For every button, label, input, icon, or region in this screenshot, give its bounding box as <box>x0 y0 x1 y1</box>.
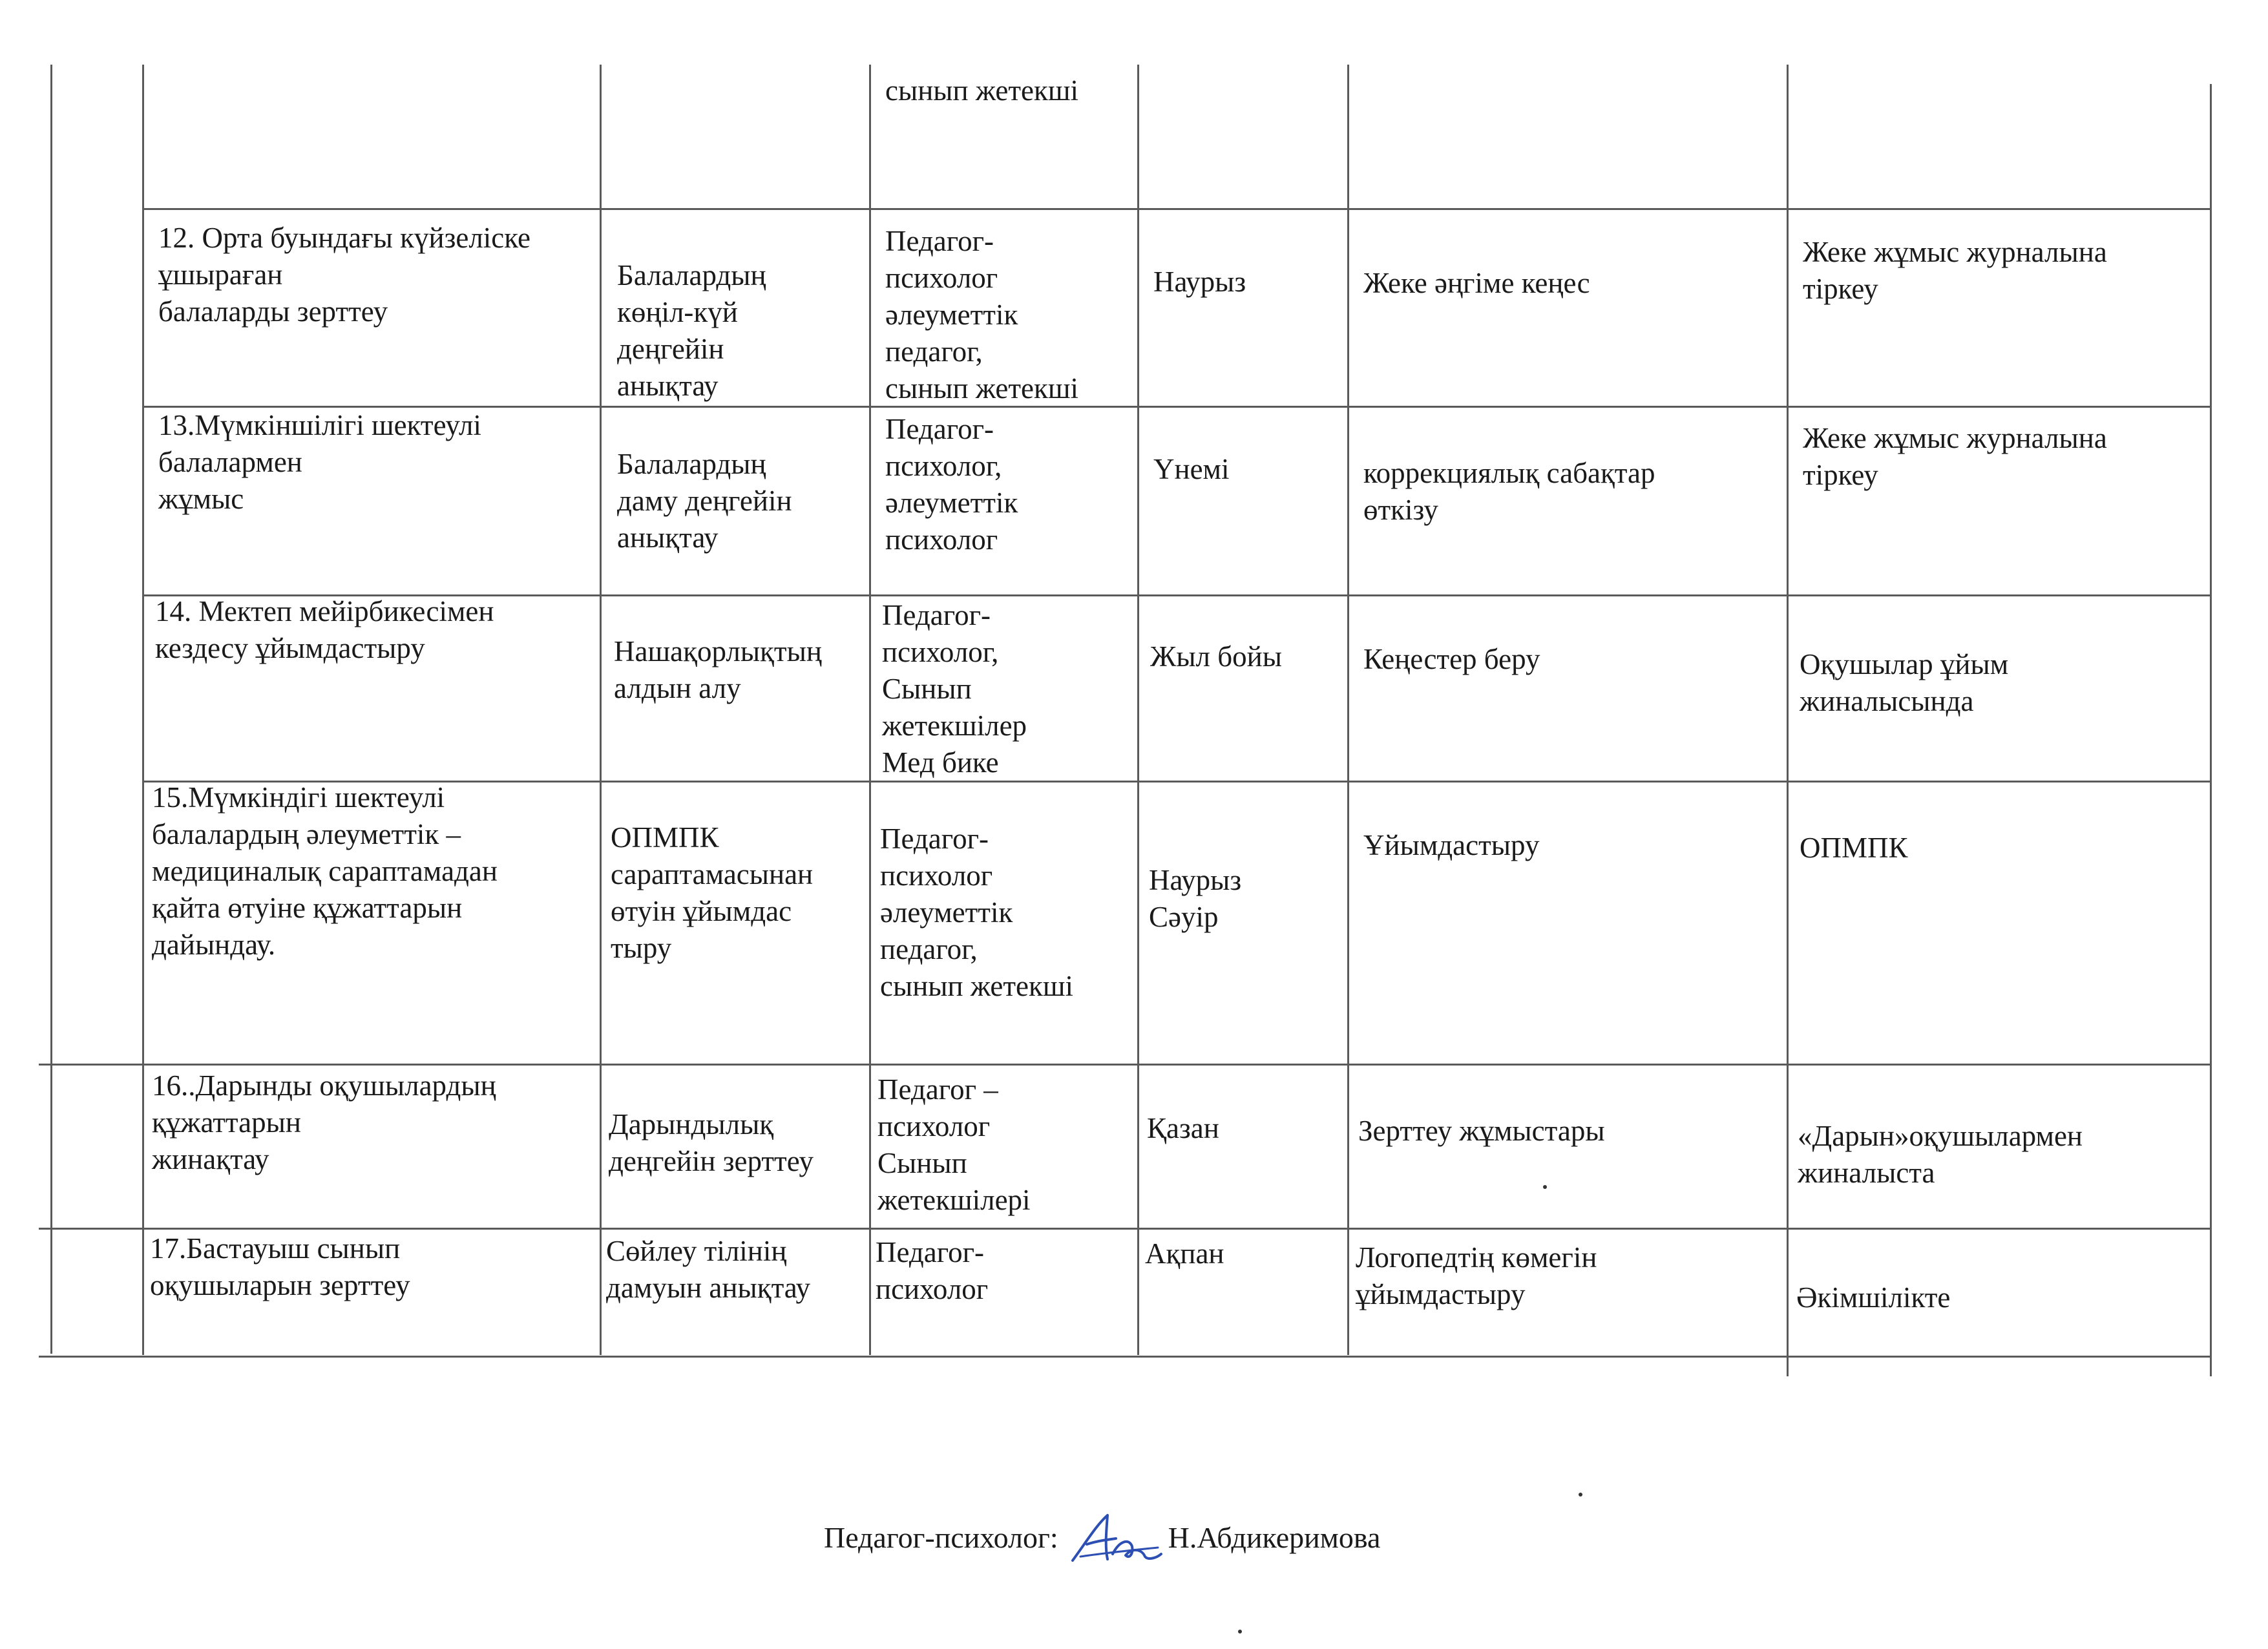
cell-activity: 14. Мектеп мейірбикесімен кездесу ұйымдастыру <box>155 595 494 664</box>
cell-responsible: Педагог- психолог әлеуметтік педагог, сынып жетекші <box>885 225 1078 404</box>
table-col-divider <box>869 65 871 1355</box>
table-border-right <box>2210 84 2212 1376</box>
row-divider <box>142 208 2210 210</box>
cell-responsible: Педагог- психолог, Сынып жетекшілер Мед бике <box>882 599 1027 779</box>
handwritten-signature <box>1067 1509 1164 1567</box>
ink-dot <box>1543 1185 1547 1189</box>
cell-period: Наурыз Сәуір <box>1149 864 1242 933</box>
ink-dot <box>1238 1630 1242 1633</box>
table-border-left <box>50 65 52 1354</box>
cell-goal: Нашақорлықтың алдын алу <box>614 635 822 704</box>
ink-dot <box>1579 1493 1582 1497</box>
cell-period: Наурыз <box>1153 266 1246 298</box>
cell-period: Үнемі <box>1153 453 1230 485</box>
cell-responsible: Педагог- психолог, әлеуметтік психолог <box>885 413 1018 556</box>
cell-form: Зерттеу жұмыстары <box>1358 1115 1605 1147</box>
cell-goal: Дарындылық деңгейін зерттеу <box>609 1108 814 1177</box>
table-col-divider <box>1347 65 1349 1355</box>
cell-result: Оқушылар ұйым жиналысында <box>1800 648 2009 717</box>
table-col-divider <box>1137 65 1139 1355</box>
cell-responsible: Педагог – психолог Сынып жетекшілері <box>877 1073 1031 1216</box>
table-border-bottom <box>39 1356 2210 1358</box>
table-col-divider <box>142 65 144 1355</box>
signature-line <box>824 1509 1380 1567</box>
cell-period: Ақпан <box>1145 1237 1224 1270</box>
cell-goal: Балалардың даму деңгейін анықтау <box>617 448 792 554</box>
cell-form: Кеңестер беру <box>1363 643 1540 675</box>
cell-activity: 12. Орта буындағы күйзеліске ұшыраған балаларды зерттеу <box>158 222 530 328</box>
signer-role: Педагог-психолог: <box>824 1521 1058 1554</box>
cell-result: Жеке жұмыс журналына тіркеу <box>1803 422 2107 491</box>
cell-form: Логопедтің көмегін ұйымдастыру <box>1356 1241 1597 1310</box>
cell-result: Жеке жұмыс журналына тіркеу <box>1803 236 2107 305</box>
cell-activity: 15.Мүмкіндігі шектеулі балалардың әлеуметтік – медициналық сараптамадан қайта өтуіне құжаттарын дайындау. <box>152 781 498 961</box>
cell-activity: 17.Бастауыш сынып оқушыларын зерттеу <box>150 1232 410 1301</box>
cell-responsible: Педагог- психолог <box>876 1236 989 1305</box>
cell-responsible: сынып жетекші <box>885 74 1078 107</box>
cell-result: Әкімшілікте <box>1796 1281 1951 1314</box>
cell-result: «Дарын»оқушылармен жиналыста <box>1798 1120 2083 1189</box>
cell-activity: 13.Мүмкіншілігі шектеулі балалармен жұмыс <box>158 409 481 515</box>
table-col-divider <box>1787 65 1789 1376</box>
cell-form: Жеке әңгіме кеңес <box>1363 267 1590 299</box>
cell-goal: Балалардың көңіл-күй деңгейін анықтау <box>617 259 766 402</box>
row-divider <box>39 1064 2210 1066</box>
cell-activity: 16..Дарынды оқушылардың құжаттарын жинақтау <box>152 1069 496 1175</box>
row-divider <box>39 1228 2210 1230</box>
signer-name: Н.Абдикеримова <box>1168 1521 1381 1554</box>
cell-form: Ұйымдастыру <box>1363 829 1540 861</box>
cell-result: ОПМПК <box>1800 832 1908 864</box>
cell-period: Қазан <box>1147 1112 1219 1144</box>
table-col-divider <box>600 65 602 1355</box>
cell-goal: Сөйлеу тілінің дамуын анықтау <box>606 1235 810 1304</box>
cell-form: коррекциялық сабақтар өткізу <box>1363 457 1655 526</box>
cell-goal: ОПМПК сараптамасынан өтуін ұйымдас тыру <box>611 821 814 964</box>
cell-period: Жыл бойы <box>1150 640 1282 673</box>
cell-responsible: Педагог- психолог әлеуметтік педагог, сынып жетекші <box>880 823 1073 1002</box>
